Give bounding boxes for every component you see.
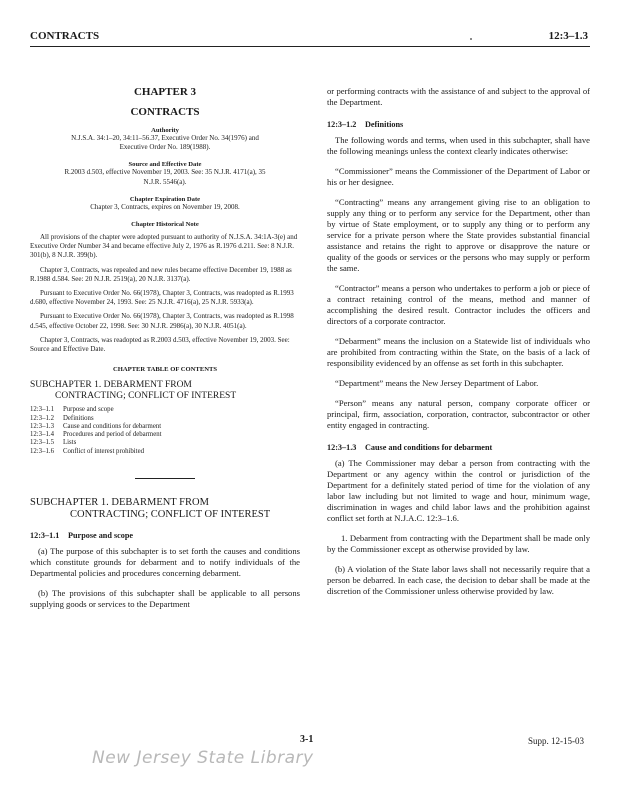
- section-title: Cause and conditions for debarment: [365, 443, 493, 452]
- table-of-contents: [30, 406, 300, 456]
- paragraph: (b) The provisions of this subchapter shall be applicable to all persons supplying goods or services to the Department: [30, 588, 300, 610]
- subchapter-title: [30, 497, 300, 521]
- toc-heading: CHAPTER TABLE OF CONTENTS: [112, 366, 218, 374]
- subchapter-title-line1: SUBCHAPTER 1. DEBARMENT FROM: [30, 497, 209, 509]
- toc-entry: [30, 415, 300, 423]
- toc-entry-title: Cause and conditions for debarment: [63, 422, 162, 430]
- toc-entry-title: Conflict of interest prohibited: [63, 447, 144, 455]
- toc-subchapter-line2: CONTRACTING; CONFLICT OF INTEREST: [55, 391, 237, 402]
- paragraph: (b) A violation of the State labor laws shall not necessarily require that a person be debarred. In each case, the decision to debar shall be made at the discretion of the Commissioner unless otherwise provided by law.: [327, 564, 590, 596]
- header-chapter-title: CONTRACTS: [30, 30, 100, 42]
- toc-entry: [30, 406, 300, 414]
- supplement-date: Supp. 12-15-03: [528, 736, 584, 746]
- section-number: 12:3–1.3: [327, 443, 357, 452]
- toc-entry-number: 12:3–1.1: [30, 406, 54, 414]
- section-heading: [30, 531, 300, 540]
- header-section-range: 12:3–1.3: [548, 30, 588, 42]
- section-number: 12:3–1.1: [30, 531, 60, 541]
- history-note: Pursuant to Executive Order No. 66(1978), Chapter 3, Contracts, was readopted as R.1993 d.680, effective November 24, 1993. See: 25 N.J.R. 4716(a), 25 N.J.R. 5933(a).: [30, 289, 294, 307]
- toc-entry-number: 12:3–1.4: [30, 431, 54, 439]
- definition: “Contracting” means any arrangement giving rise to an obligation to supply any thing or to perform any service for the Department, other than by virtue of State employment, or to supply any thing or to perform any service for a private person where the State provides substantial financial assistance and retains the right to approve or disapprove the nature or quality of the goods or services or the persons who may supply or perform the same.: [327, 197, 590, 273]
- toc-entry: [30, 431, 300, 439]
- toc-entry-number: 12:3–1.6: [30, 447, 54, 455]
- toc-subchapter-title: [30, 380, 300, 402]
- authority-text: N.J.S.A. 34:1–20, 34:11–56.37, Executive Order No. 34(1976) and Executive Order No. 189(1988).: [71, 134, 259, 152]
- running-header: [30, 28, 590, 47]
- history-note: Chapter 3, Contracts, was repealed and new rules became effective December 19, 1988 as R.1988 d.584. See: 20 N.J.R. 2519(a), 20 N.J.R. 3137(a).: [30, 265, 292, 283]
- source-heading: Source and Effective Date: [128, 161, 202, 169]
- page-number: 3-1: [300, 734, 314, 745]
- subchapter-title-line2: CONTRACTING; CONFLICT OF INTEREST: [70, 509, 271, 521]
- history-note: All provisions of the chapter were adopted pursuant to authority of N.J.S.A. 34:1A-3(e) and Executive Order Number 34 and became effective July 2, 1976 as R.1976 d.211. See: 8 N.J.R. 301(b), 8 N.J.R. 399(b).: [30, 233, 298, 260]
- toc-entry: [30, 439, 300, 447]
- toc-entry: [30, 448, 300, 456]
- paragraph: The following words and terms, when used in this subchapter, shall have the following meanings unless the context clearly indicates otherwise:: [327, 135, 590, 156]
- toc-subchapter-line1: SUBCHAPTER 1. DEBARMENT FROM: [30, 380, 192, 391]
- definition: “Commissioner” means the Commissioner of the Department of Labor or his or her designee.: [327, 166, 590, 187]
- definition: “Department” means the New Jersey Department of Labor.: [335, 378, 539, 388]
- section-divider: [135, 478, 195, 479]
- toc-entry-title: Procedures and period of debarment: [63, 431, 162, 439]
- toc-entry-number: 12:3–1.5: [30, 439, 54, 447]
- paragraph: (a) The Commissioner may debar a person from contracting with the Department or any agency within the control or jurisdiction of the Department for a definitely stated period of time for the violation of any labor law including but not limited to wage and hour, minimum wage, discrimination in wages and child labor laws and the prohibition against conflict set forth at N.J.A.C. 12:3–1.6.: [327, 458, 590, 523]
- expiration-heading: Chapter Expiration Date: [129, 195, 201, 203]
- right-column: [327, 80, 590, 597]
- left-column: [30, 82, 300, 610]
- definition: “Person” means any natural person, company corporate officer or principal, firm, association, corporation, contractor, subcontractor or other entity engaged in contracting.: [327, 398, 590, 430]
- chapter-number: CHAPTER 3: [133, 86, 197, 98]
- source-text: R.2003 d.503, effective November 19, 2003. See: 35 N.J.R. 4171(a), 35 N.J.R. 5546(a).: [64, 168, 266, 186]
- definition: “Contractor” means a person who undertakes to perform a job or piece of a contract retaining control of the means, method and manner of accomplishing the desired result. Contractor includes the officers and directors of a corporate contractor.: [327, 283, 590, 326]
- library-watermark: New Jersey State Library: [92, 748, 314, 768]
- paragraph: (a) The purpose of this subchapter is to set forth the causes and conditions which constitute grounds for debarment and to notify individuals of the Departmental policies and procedures concerning debarment.: [30, 546, 300, 579]
- toc-entry: [30, 423, 300, 431]
- expiration-text: Chapter 3, Contracts, expires on November 19, 2008.: [90, 202, 240, 211]
- paragraph-continued: or performing contracts with the assistance of and subject to the approval of the Department.: [327, 86, 590, 107]
- toc-entry-title: Purpose and scope: [63, 406, 114, 414]
- history-note: Chapter 3, Contracts, was readopted as R.2003 d.503, effective November 19, 2003. See: Source and Effective Date.: [30, 335, 290, 354]
- section-title: Purpose and scope: [68, 531, 134, 541]
- paragraph: 1. Debarment from contracting with the Department shall be made only by the Commissioner except as otherwise provided by law.: [327, 533, 590, 554]
- authority-heading: Authority: [151, 127, 179, 134]
- scan-speck: [470, 38, 472, 40]
- section-title: Definitions: [365, 120, 404, 129]
- section-number: 12:3–1.2: [327, 120, 357, 129]
- history-note: Pursuant to Executive Order No. 66(1978), Chapter 3, Contracts, was readopted as R.1998 d.545, effective October 22, 1998. See: 30 N.J.R. 2986(a), 30 N.J.R. 4051(a).: [30, 312, 294, 330]
- toc-entry-title: Lists: [63, 439, 77, 447]
- section-heading: [327, 120, 590, 129]
- toc-entry-number: 12:3–1.2: [30, 414, 54, 422]
- toc-entry-number: 12:3–1.3: [30, 422, 54, 430]
- toc-entry-title: Definitions: [63, 414, 94, 422]
- section-heading: [327, 443, 590, 452]
- chapter-title: CONTRACTS: [130, 106, 200, 118]
- history-heading: Chapter Historical Note: [131, 221, 199, 229]
- definition: “Debarment” means the inclusion on a Statewide list of individuals who are prohibited from contracting within the State, on the basis of a lack of responsibility evidenced by an offense as set forth in this subchapter.: [327, 336, 590, 368]
